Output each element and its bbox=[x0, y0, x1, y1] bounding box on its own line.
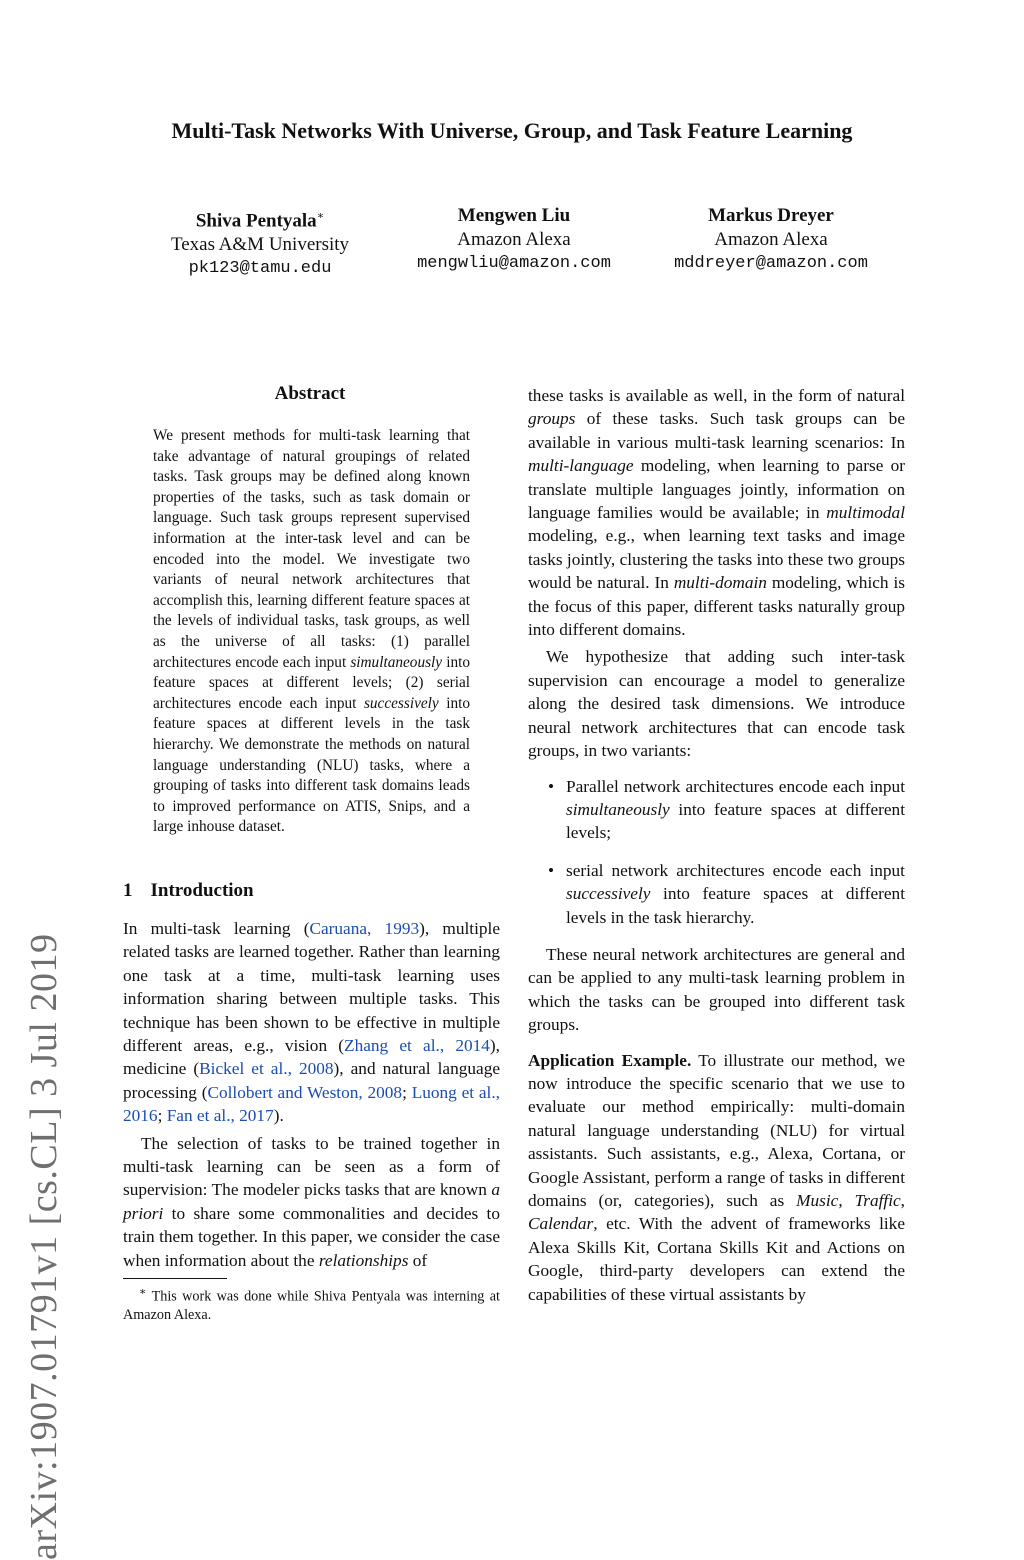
paragraph: The selection of tasks to be trained together in multi-task learning can be seen as a form of supervision: The modeler picks tasks that are known a priori to share some commonalities and decides to train them together. In this paper, we consider the case when information about the relationships of bbox=[123, 1133, 500, 1270]
bullet-list bbox=[528, 775, 905, 929]
author-email: mddreyer@amazon.com bbox=[674, 254, 868, 273]
section-title: Introduction bbox=[150, 880, 254, 901]
author-email: pk123@tamu.edu bbox=[188, 259, 332, 279]
author-email: mengwliu@amazon.com bbox=[417, 254, 611, 273]
footnote-rule bbox=[123, 1278, 227, 1279]
abstract-text: We present methods for multi-task learning that take advantage of natural groupings of related tasks. Task groups may be defined along known properties of the tasks, such as task domain or language. Such task groups represent supervised information at the inter-task level and can be encoded into the model. We investigate two variants of neural network architectures that accomplish this, learning different feature spaces at the levels of individual tasks, task groups, as well as the universe of all tasks: (1) parallel architectures encode each input simultaneously into feature spaces at different levels; (2) serial architectures encode each input successively into feature spaces at different levels in the task hierarchy. We demonstrate the methods on natural language understanding (NLU) tasks, where a grouping of tasks into different task domains leads to improved performance on ATIS, Snips, and a large inhouse dataset. bbox=[153, 427, 470, 836]
paragraph: Application Example. To illustrate our method, we now introduce the specific scenario that we use to evaluate our method empirically: multi-domain natural language understanding (NLU) for virtual assistants. Such assistants, e.g., Alexa, Cortana, or Google Assistant, perform a range of tasks in different domains (or, categories), such as Music, Traffic, Calendar, etc. With the advent of frameworks like Alexa Skills Kit, Cortana Skills Kit and Actions on Google, third-party developers can extend the capabilities of these virtual assistants by bbox=[528, 1050, 905, 1304]
list-item: • Parallel network architectures encode each input simultaneously into feature spaces at different levels; bbox=[548, 776, 905, 843]
paper-title: Multi-Task Networks With Universe, Group, and Task Feature Learning bbox=[171, 118, 853, 143]
arxiv-identifier: arXiv:1907.01791v1 [cs.CL] 3 Jul 2019 bbox=[23, 933, 65, 1560]
author-block-2 bbox=[364, 204, 664, 276]
bullet-icon: • bbox=[548, 860, 555, 880]
citation-link[interactable]: Fan et al., 2017 bbox=[166, 1106, 274, 1126]
footnote-mark: ∗ bbox=[316, 210, 325, 222]
paragraph: these tasks is available as well, in the form of natural groups of these tasks. Such task groups can be available in various multi-task learning scenarios: In multi-language modeling, when learning to parse or translate multiple languages jointly, information on language families would be available; in multimodal modeling, e.g., when learning text tasks and image tasks jointly, clustering the tasks into these two groups would be natural. In multi-domain modeling, which is the focus of this paper, different tasks naturally group into different domains. bbox=[528, 386, 905, 640]
citation-link[interactable]: Caruana, 1993 bbox=[309, 919, 420, 938]
author-block-3 bbox=[621, 204, 921, 276]
author-affiliation: Texas A&M University bbox=[170, 234, 350, 256]
citation-link[interactable]: Zhang et al., 2014 bbox=[344, 1036, 490, 1056]
author-name: Mengwen Liu bbox=[457, 205, 571, 226]
paragraph: These neural network architectures are general and can be applied to any multi-task learning problem in which the tasks can be grouped into different task groups. bbox=[528, 944, 905, 1035]
author-affiliation: Amazon Alexa bbox=[714, 229, 828, 250]
right-column bbox=[528, 384, 905, 1306]
paragraph: In multi-task learning (Caruana, 1993), multiple related tasks are learned together. Rather than learning one task at a time, multi-task learning uses information sharing between multiple tasks. This technique has been shown to be effective in multiple different areas, e.g., vision (Zhang et al., 2014), medicine (Bickel et al., 2008), and natural language processing (Collobert and Weston, 2008; Luong et al., 2016; Fan et al., 2017). bbox=[123, 919, 501, 1126]
citation-link[interactable]: Luong et al., 2016 bbox=[123, 1082, 500, 1126]
list-item: • serial network architectures encode each input successively into feature spaces at different levels in the task hierarchy. bbox=[548, 860, 905, 927]
bullet-icon: • bbox=[548, 776, 555, 796]
left-column bbox=[123, 917, 500, 1272]
author-name: Markus Dreyer bbox=[708, 205, 834, 226]
author-affiliation: Amazon Alexa bbox=[457, 229, 571, 250]
run-in-heading: Application Example. bbox=[528, 1050, 692, 1070]
citation-link[interactable]: Bickel et al., 2008 bbox=[199, 1059, 334, 1079]
citation-link[interactable]: Collobert and Weston, 2008 bbox=[207, 1082, 403, 1102]
footnote: ∗ This work was done while Shiva Pentyala was interning at Amazon Alexa. bbox=[123, 1286, 500, 1323]
abstract-heading: Abstract bbox=[274, 383, 346, 404]
section-number: 1 bbox=[123, 880, 133, 901]
author-name: Shiva Pentyala bbox=[195, 210, 317, 232]
paragraph: We hypothesize that adding such inter-task supervision can encourage a model to generalize along the desired task dimensions. We introduce neural network architectures that can encode task groups, in two variants: bbox=[528, 647, 905, 761]
section-heading-introduction bbox=[123, 880, 254, 902]
